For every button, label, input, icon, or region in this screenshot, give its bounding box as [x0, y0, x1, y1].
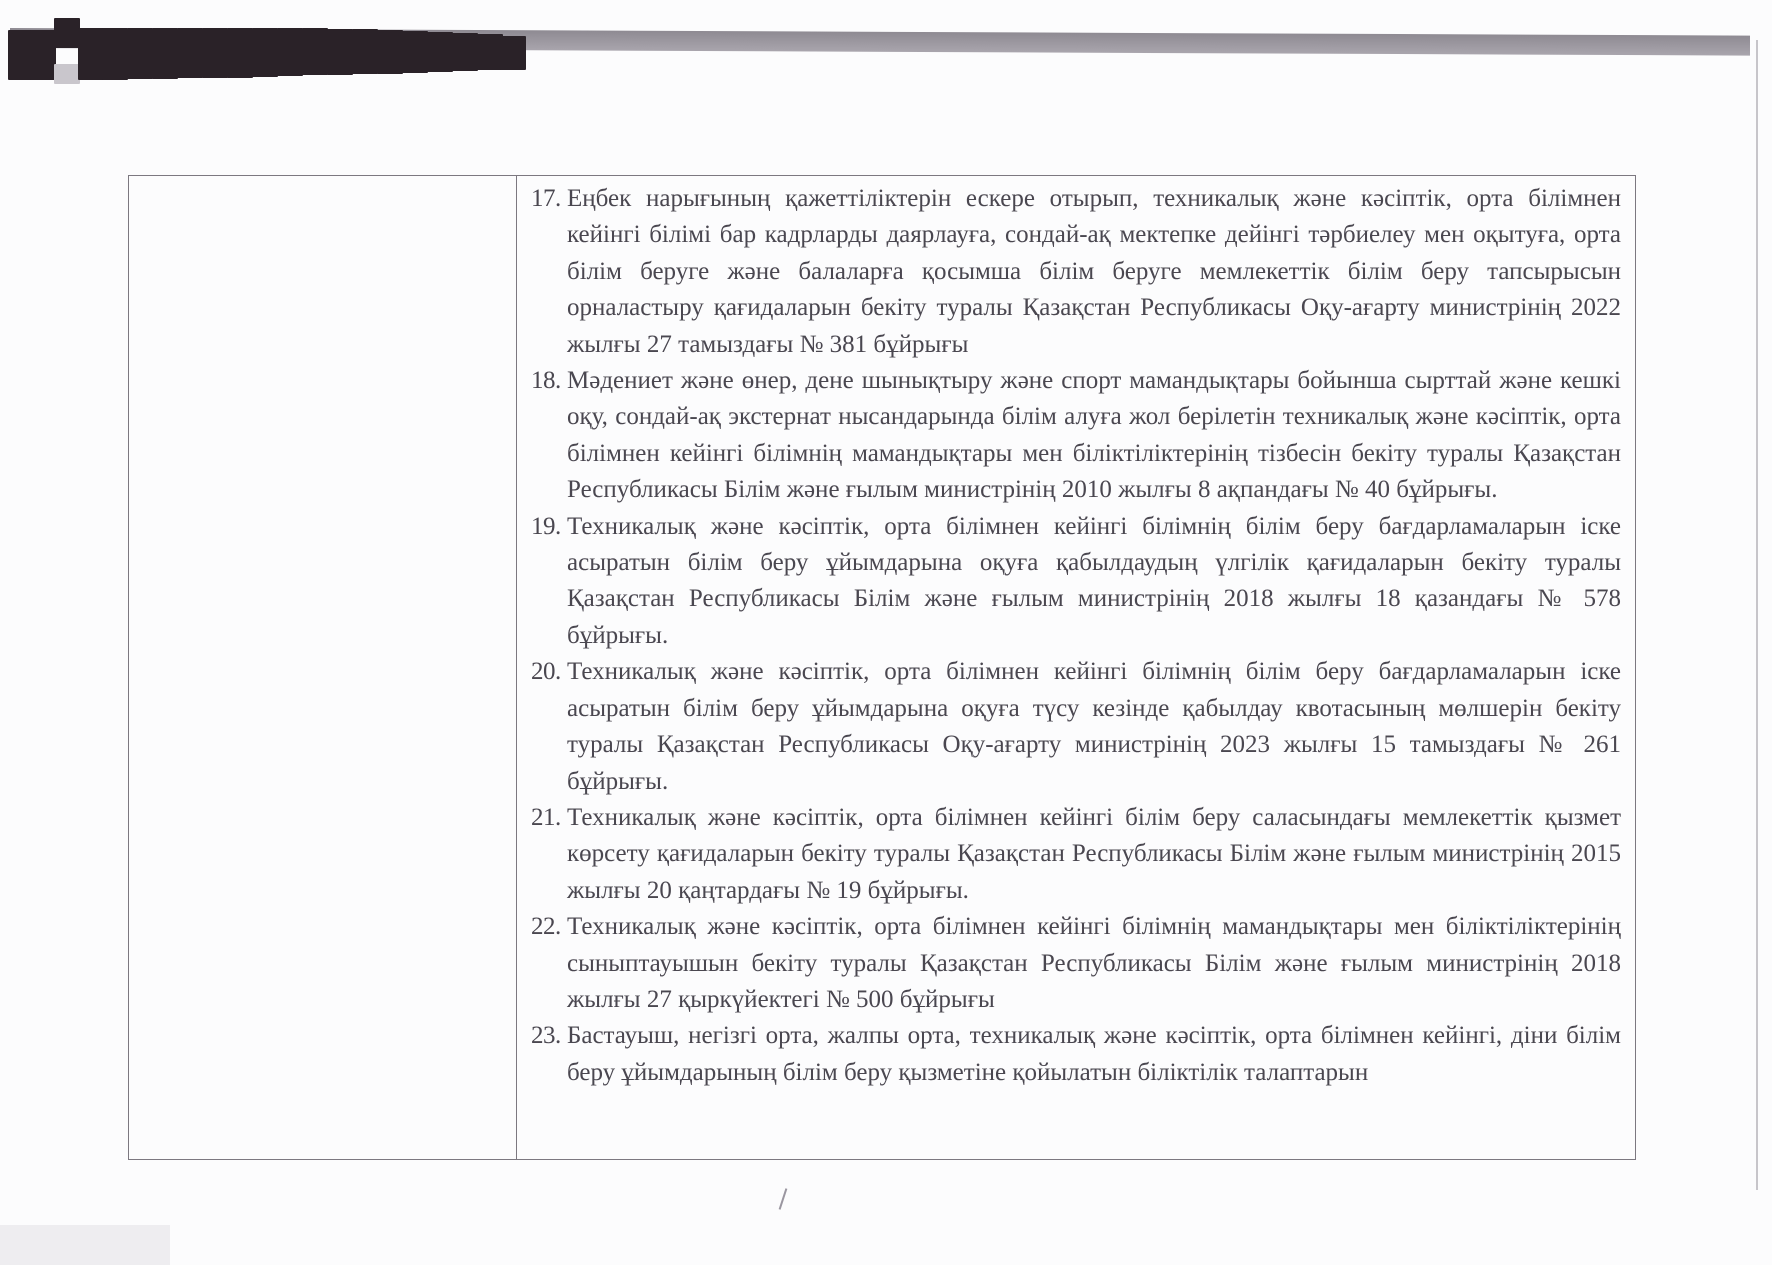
binding-hole: [402, 31, 428, 73]
act-number: 21.: [531, 803, 561, 831]
binding-hole: [102, 28, 128, 80]
act-text: Мәдениет және өнер, дене шынықтыру және спорт мамандықтары бойынша сырттай және кешкі оқу, сондай-ақ экстернат нысандарында білім алуға жол берілетін техникалық және кәсіптік, орта білімнен кейінгі білімнің мамандықтары мен біліктіліктерінің тізбесін бекіту туралы Қазақстан Республикасы Білім және ғылым министрінің 2010 жылғы 8 ақпандағы № 40 бұйрығы.: [567, 367, 1621, 504]
binding-hole: [54, 18, 80, 48]
binding-hole: [252, 28, 278, 77]
scan-mark: [779, 1188, 788, 1210]
binding-hole: [152, 28, 178, 79]
binding-hole: [500, 36, 526, 70]
act-text: Техникалық және кәсіптік, орта білімнен кейінгі білім беру саласындағы мемлекеттік қызмет көрсету қағидаларын бекіту туралы Қазақстан Республикасы Білім және ғылым министрінің 2015 жылғы 20 қаңтардағы № 19 бұйрығы.: [567, 803, 1621, 904]
act-item: [531, 509, 1621, 655]
act-number: 23.: [531, 1022, 561, 1050]
binding-hole: [202, 28, 228, 78]
act-number: 19.: [531, 512, 561, 540]
binding-strip: [0, 0, 1772, 90]
binding-hole: [227, 28, 253, 78]
binding-hole: [54, 64, 80, 84]
act-item: [531, 800, 1621, 909]
act-text: Техникалық және кәсіптік, орта білімнен кейінгі білімнің мамандықтары мен біліктіліктерінің сыныптауышын бекіту туралы Қазақстан Республикасы Білім және ғылым министрінің 2018 жылғы 27 қыркүйектегі № 500 бұйрығы: [567, 913, 1621, 1013]
binding-hole: [352, 29, 378, 74]
binding-hole: [452, 33, 478, 71]
act-number: 18.: [531, 367, 561, 395]
act-item: [531, 1018, 1621, 1091]
binding-hole: [30, 30, 56, 80]
act-text: Техникалық және кәсіптік, орта білімнен кейінгі білімнің білім беру бағдарламаларын іске асыратын білім беру ұйымдарына оқуға қабылдаудың үлгілік қағидаларын бекіту туралы Қазақстан Республикасы Білім және ғылым министрінің 2018 жылғы 18 қазандағы № 578 бұйрығы.: [567, 512, 1621, 649]
binding-hole: [177, 28, 203, 78]
scan-shadow: [0, 1225, 170, 1265]
binding-hole: [277, 28, 303, 76]
table-left-cell: [129, 176, 517, 1159]
binding-hole: [302, 28, 328, 75]
act-text: Бастауыш, негізгі орта, жалпы орта, техникалық және кәсіптік, орта білімнен кейінгі, діни білім беру ұйымдарының білім беру қызметіне қойылатын біліктілік талаптарын: [567, 1022, 1621, 1086]
binding-hole: [427, 32, 453, 72]
binding-hole: [78, 28, 104, 80]
binding-hole: [377, 30, 403, 74]
act-text: Еңбек нарығының қажеттіліктерін ескере отырып, техникалық және кәсіптік, орта білімнен кейінгі білімі бар кадрларды даярлауға, сондай-ақ мектепке дейінгі тәрбиелеу мен оқытуға, орта білім беруге және балаларға қосымша білім беруге мемлекеттік білім беру тапсырысын орналастыру қағидаларын бекіту туралы Қазақстан Республикасы Оқу-ағарту министрінің 2022 жылғы 27 тамыздағы № 381 бұйрығы: [567, 185, 1621, 358]
table-right-cell: [517, 176, 1635, 1159]
acts-table: [128, 175, 1636, 1160]
act-number: 17.: [531, 185, 561, 212]
act-item: [531, 363, 1621, 509]
act-number: 22.: [531, 913, 561, 941]
act-number: 20.: [531, 658, 561, 686]
act-text: Техникалық және кәсіптік, орта білімнен кейінгі білімнің білім беру бағдарламаларын іске асыратын білім беру ұйымдарына оқуға түсу кезінде қабылдау квотасының мөлшерін бекіту туралы Қазақстан Республикасы Оқу-ағарту министрінің 2023 жылғы 15 тамыздағы № 261 бұйрығы.: [567, 658, 1621, 795]
page-edge: [1756, 40, 1758, 1190]
act-item: [531, 181, 1621, 363]
act-item: [531, 654, 1621, 800]
binding-hole: [327, 29, 353, 75]
act-item: [531, 909, 1621, 1018]
binding-hole: [127, 28, 153, 79]
